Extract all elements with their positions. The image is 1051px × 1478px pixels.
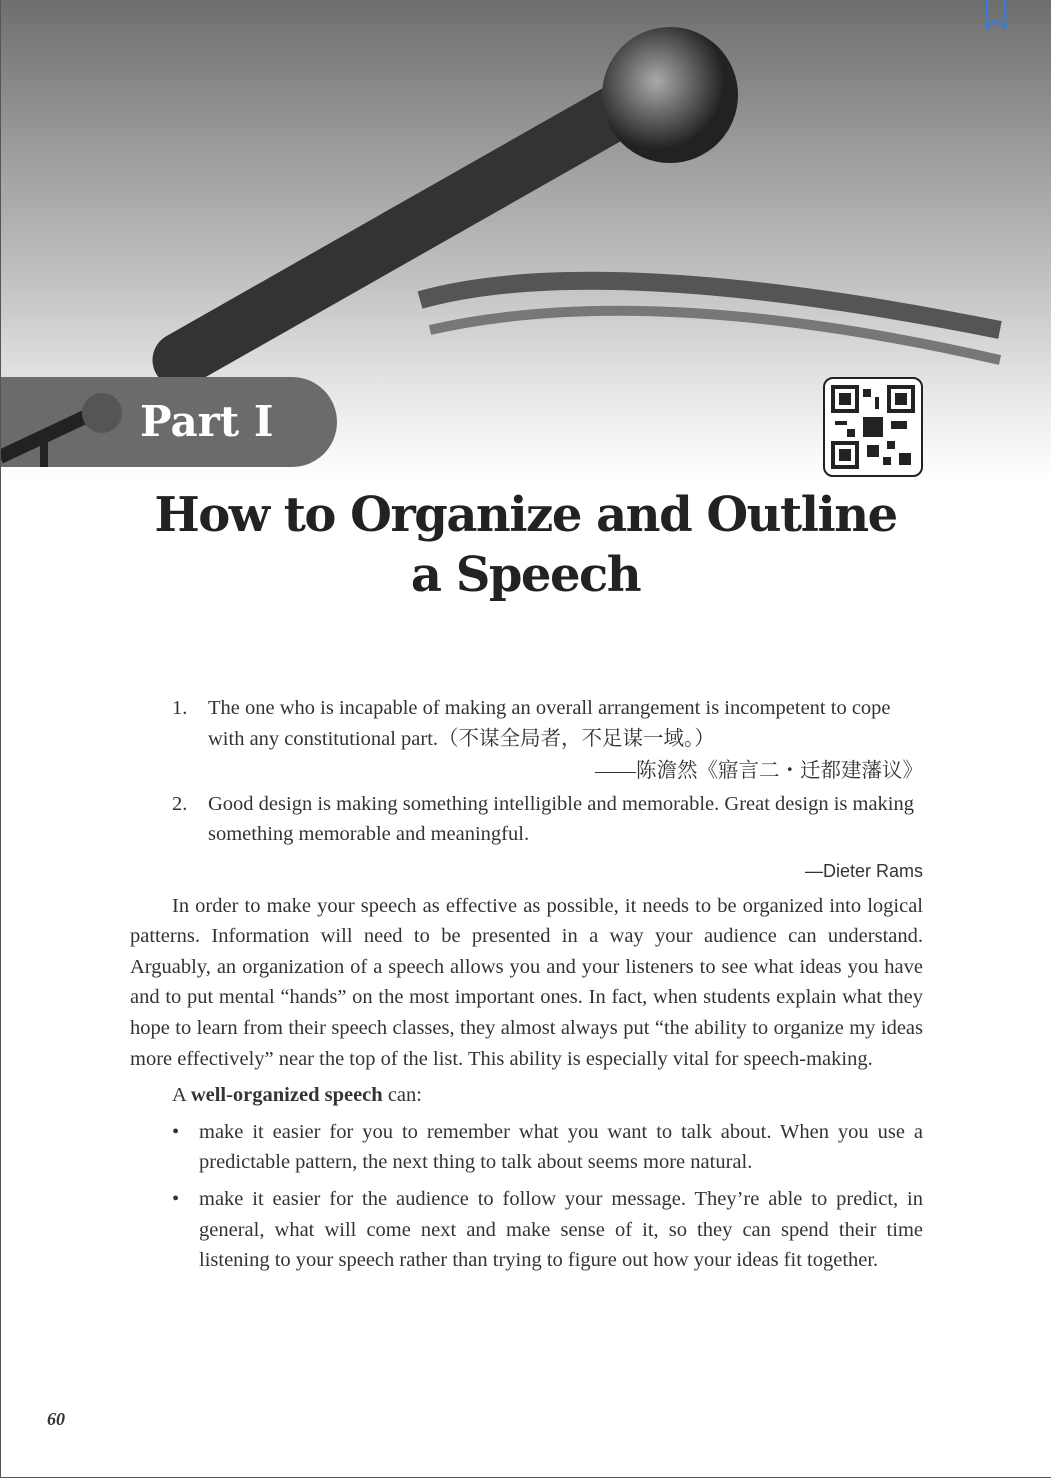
quote-attribution: —Dieter Rams <box>804 860 923 881</box>
list-item <box>172 1117 923 1178</box>
lead-bold: well-organized speech <box>190 1084 383 1107</box>
quote-text: The one who is incapable of making an overall arrangement is incompetent to cope with any constitutional part.（不谋全局者，不足谋一域。） <box>208 697 891 750</box>
page-number: 60 <box>47 1409 65 1429</box>
lead-line <box>172 1080 923 1111</box>
microphone-icon <box>0 387 130 467</box>
quote-1 <box>172 693 923 754</box>
quote-number: 1. <box>172 697 188 719</box>
quote-number: 2. <box>172 792 188 815</box>
bullet-icon: • <box>172 1120 180 1143</box>
list-item-text: make it easier for you to remember what you want to talk about. When you use a predictable pattern, the next thing to talk about seems more natural. <box>199 1120 923 1174</box>
page-title <box>0 485 1051 605</box>
list-item <box>172 1184 923 1276</box>
qr-code[interactable] <box>823 377 923 477</box>
title-line-1: How to Organize and Outline <box>154 487 897 543</box>
part-banner <box>0 377 337 467</box>
quote-2 <box>172 789 923 850</box>
title-line-2: a Speech <box>410 547 641 603</box>
lead-post: can: <box>382 1084 422 1107</box>
body-text <box>130 693 923 1276</box>
bullet-icon: • <box>172 1187 180 1210</box>
quote-attribution: ——陈澹然《寤言二・迁都建藩议》 <box>595 760 923 783</box>
list-item-text: make it easier for the audience to follow your message. They’re able to predict, in general, what will come next and make sense of it, so they can spend their time listening to your speech rather than trying to figure out how your ideas fit together. <box>199 1187 923 1272</box>
quote-text: Good design is making something intelligible and memorable. Great design is making something memorable and meaningful. <box>208 792 914 846</box>
bookmark-icon[interactable] <box>984 0 1008 30</box>
paragraph: In order to make your speech as effective as possible, it needs to be organized into logical patterns. Information will need to be presented in a way your audience can understand. Arguably, an organization of a speech allows you and your listeners to see what ideas you have and to put mental “hands” on the most important ones. In fact, when students explain what they hope to learn from their speech classes, they almost always put “the ability to organize my ideas more effectively” near the top of the list. This ability is especially vital for speech-making. <box>130 894 923 1070</box>
lead-pre: A <box>172 1084 191 1107</box>
part-label: Part I <box>140 397 274 446</box>
